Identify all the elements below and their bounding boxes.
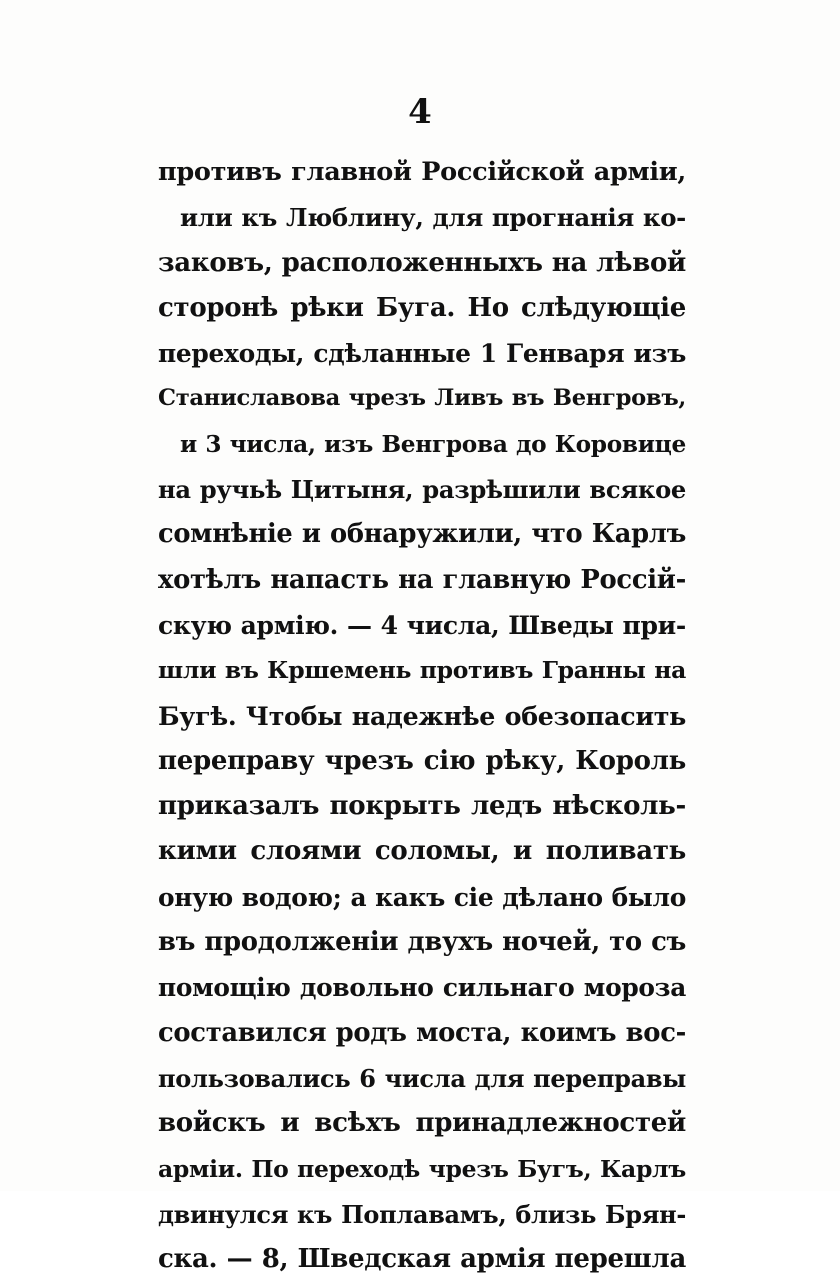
text-line: приказалъ покрыть ледъ нѣсколь- [158,791,686,822]
text-line: хотѣлъ напасть на главную Россій- [158,564,686,595]
text-line: на ручьѣ Цитыня, разрѣшили всякое [158,475,686,505]
text-line: составился родъ моста, коимъ вос- [158,1017,686,1048]
text-line: Бугѣ. Чтобы надежнѣе обезопасить [158,700,686,731]
text-line: въ продолженіи двухъ ночей, то съ [158,927,686,958]
text-line: ска. — 8, Шведская армія перешла [158,1244,686,1275]
text-line: пользовались 6 числа для переправы [158,1063,686,1093]
text-line: противъ главной Россійской арміи, [158,157,686,187]
text-line: Станиславова чрезъ Ливъ въ Венгровъ, [158,385,686,412]
text-line: оную водою; а какъ сіе дѣлано было [158,882,686,912]
text-line: и 3 числа, изъ Венгрова до Коровице [180,430,686,458]
text-line: двинулся къ Поплавамъ, близь Брян- [158,1199,686,1229]
text-line: помощію довольно сильнаго мороза [158,973,686,1003]
text-line: или къ Люблину, для прогнанія ко- [180,203,686,233]
text-line: переходы, сдѣланные 1 Генваря изъ [158,339,686,369]
text-line: сомнѣніе и обнаружили, что Карлъ [158,519,686,550]
text-line: заковъ, расположенныхъ на лѣвой [158,247,686,278]
body-text [158,150,686,1282]
text-line: сторонѣ рѣки Буга. Но слѣдующіе [158,292,686,323]
text-line: шли въ Кршемень противъ Гранны на [158,656,686,685]
page-number: 4 [408,92,432,132]
text-line: переправу чрезъ сію рѣку, Король [158,745,686,776]
text-line: войскъ и всѣхъ принадлежностей [158,1108,686,1139]
text-line: арміи. По переходѣ чрезъ Бугъ, Карлъ [158,1154,686,1183]
text-line: кими слоями соломы, и поливать [158,836,686,867]
text-line: скую армію. — 4 числа, Шведы при- [158,610,686,640]
